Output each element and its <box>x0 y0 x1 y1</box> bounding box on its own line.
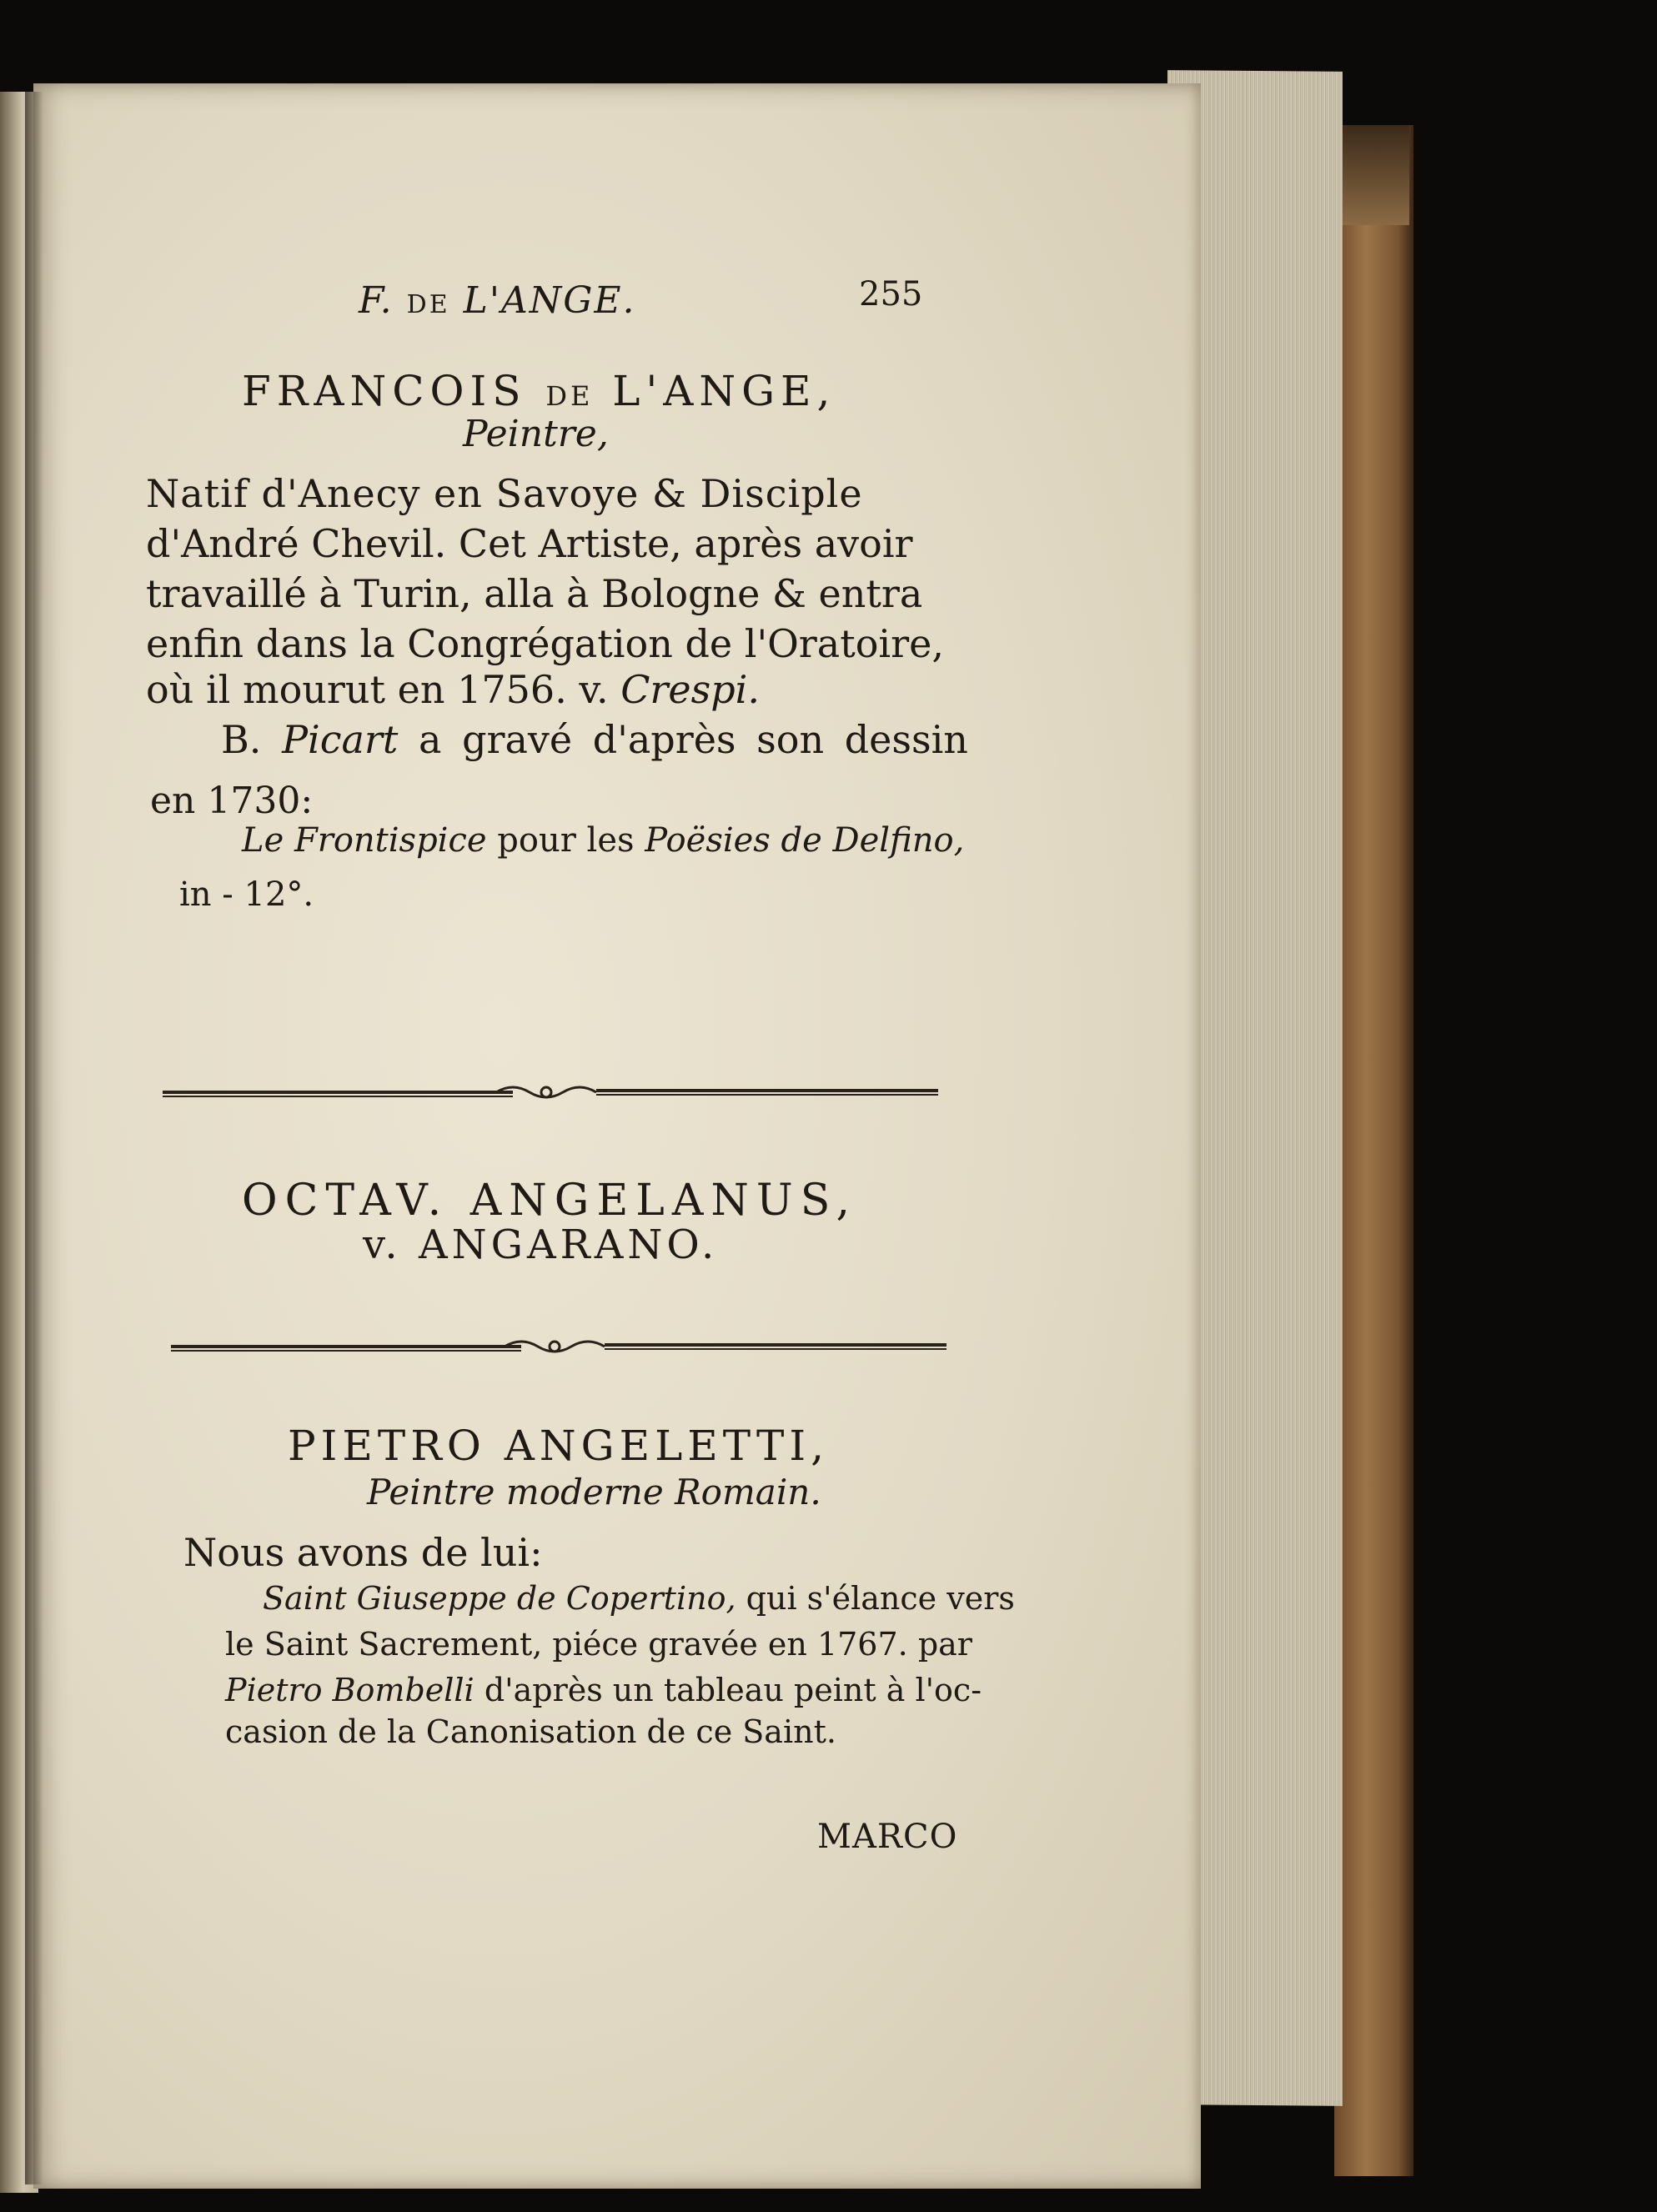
engraving-line: B. Picart a gravé d'après son dessin <box>221 717 968 762</box>
page-number: 255 <box>859 275 923 313</box>
body-line: casion de la Canonisation de ce Saint. <box>225 1713 836 1750</box>
entry-role: Peintre moderne Romain. <box>367 1472 821 1512</box>
ornamental-rule <box>163 1080 938 1105</box>
body-line: Pietro Bombelli d'après un tableau peint à l'oc- <box>225 1672 982 1708</box>
ornamental-rule <box>171 1334 946 1359</box>
entry-role: Peintre, <box>463 413 609 455</box>
cross-reference-heading: OCTAV. ANGELANUS, <box>242 1176 857 1226</box>
cross-reference-target: v. ANGARANO. <box>363 1221 719 1268</box>
entry-heading-angeletti: PIETRO ANGELETTI, <box>288 1422 830 1470</box>
body-line: le Saint Sacrement, piéce gravée en 1767. par <box>225 1626 972 1663</box>
body-line: Nous avons de lui: <box>183 1530 543 1575</box>
work-format: in - 12°. <box>179 875 314 914</box>
book-headcap <box>1343 125 1409 225</box>
body-line: d'André Chevil. Cet Artiste, après avoir <box>146 521 913 566</box>
body-line: enfin dans la Congrégation de l'Oratoire, <box>146 621 944 666</box>
catchword: MARCO <box>817 1818 958 1856</box>
book-cover-edge <box>1334 125 1413 2176</box>
entry-heading-francois: FRANCOIS DE L'ANGE, <box>242 367 836 415</box>
engraving-year: en 1730: <box>150 780 314 822</box>
body-line: où il mourut en 1756. v. Crespi. <box>146 667 761 712</box>
body-line: travaillé à Turin, alla à Bologne & entra <box>146 571 923 616</box>
work-line: Le Frontispice pour les Poësies de Delfino, <box>242 821 965 860</box>
spine-shadow <box>25 92 43 2184</box>
work-line: Saint Giuseppe de Copertino, qui s'élance vers <box>263 1580 1015 1617</box>
body-line: Natif d'Anecy en Savoye & Disciple <box>146 471 863 516</box>
running-head: F. DE L'ANGE. <box>359 279 636 322</box>
